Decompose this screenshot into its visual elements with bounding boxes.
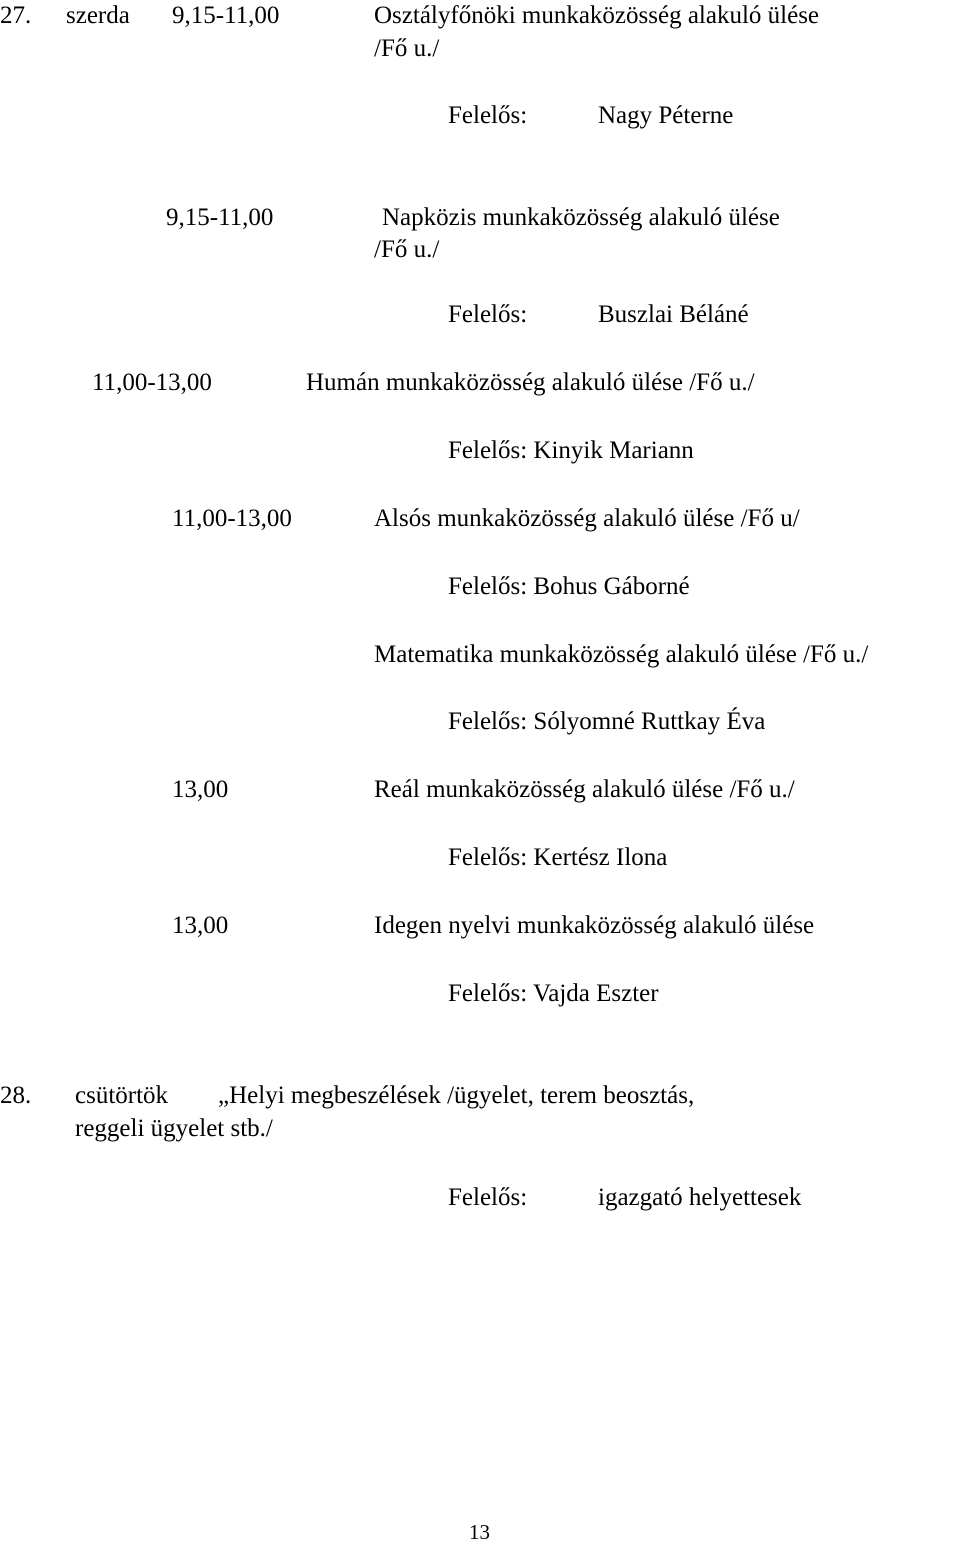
event-title: Matematika munkaközösség alakuló ülése /Fő u./	[374, 641, 869, 668]
responsible-line: Felelős: Sólyomné Ruttkay Éva	[448, 708, 766, 735]
event-title: „Helyi megbeszélések /ügyelet, terem beosztás,	[218, 1082, 695, 1109]
time-range: 13,00	[172, 776, 229, 803]
time-range: 11,00-13,00	[92, 369, 212, 396]
responsible-name: Buszlai Béláné	[598, 301, 749, 328]
event-title: Humán munkaközösség alakuló ülése /Fő u./	[306, 369, 755, 396]
event-title: Reál munkaközösség alakuló ülése /Fő u./	[374, 776, 795, 803]
time-range: 11,00-13,00	[172, 505, 292, 532]
responsible-label: Felelős:	[448, 102, 528, 129]
event-title: Idegen nyelvi munkaközösség alakuló ülése	[374, 912, 815, 939]
responsible-line: Felelős: Kinyik Mariann	[448, 437, 694, 464]
time-range: 9,15-11,00	[172, 2, 280, 29]
event-title: Napközis munkaközösség alakuló ülése	[382, 204, 780, 231]
responsible-line: Felelős: Kertész Ilona	[448, 844, 668, 871]
responsible-name: igazgató helyettesek	[598, 1184, 802, 1211]
event-title-continued: /Fő u./	[374, 236, 440, 263]
time-range: 9,15-11,00	[166, 204, 274, 231]
responsible-label: Felelős:	[448, 1184, 528, 1211]
responsible-label: Felelős:	[448, 301, 528, 328]
responsible-line: Felelős: Vajda Eszter	[448, 980, 659, 1007]
page-number: 13	[469, 1520, 490, 1544]
event-title-continued: /Fő u./	[374, 35, 440, 62]
day-name: csütörtök	[75, 1082, 169, 1109]
day-number: 27.	[0, 2, 32, 29]
day-name: szerda	[66, 2, 130, 29]
responsible-name: Nagy Péterne	[598, 102, 734, 129]
responsible-line: Felelős: Bohus Gáborné	[448, 573, 690, 600]
time-range: 13,00	[172, 912, 229, 939]
day-number: 28.	[0, 1082, 32, 1109]
event-title-continued: reggeli ügyelet stb./	[75, 1115, 273, 1142]
event-title: Alsós munkaközösség alakuló ülése /Fő u/	[374, 505, 800, 532]
event-title: Osztályfőnöki munkaközösség alakuló ülése	[374, 2, 820, 29]
